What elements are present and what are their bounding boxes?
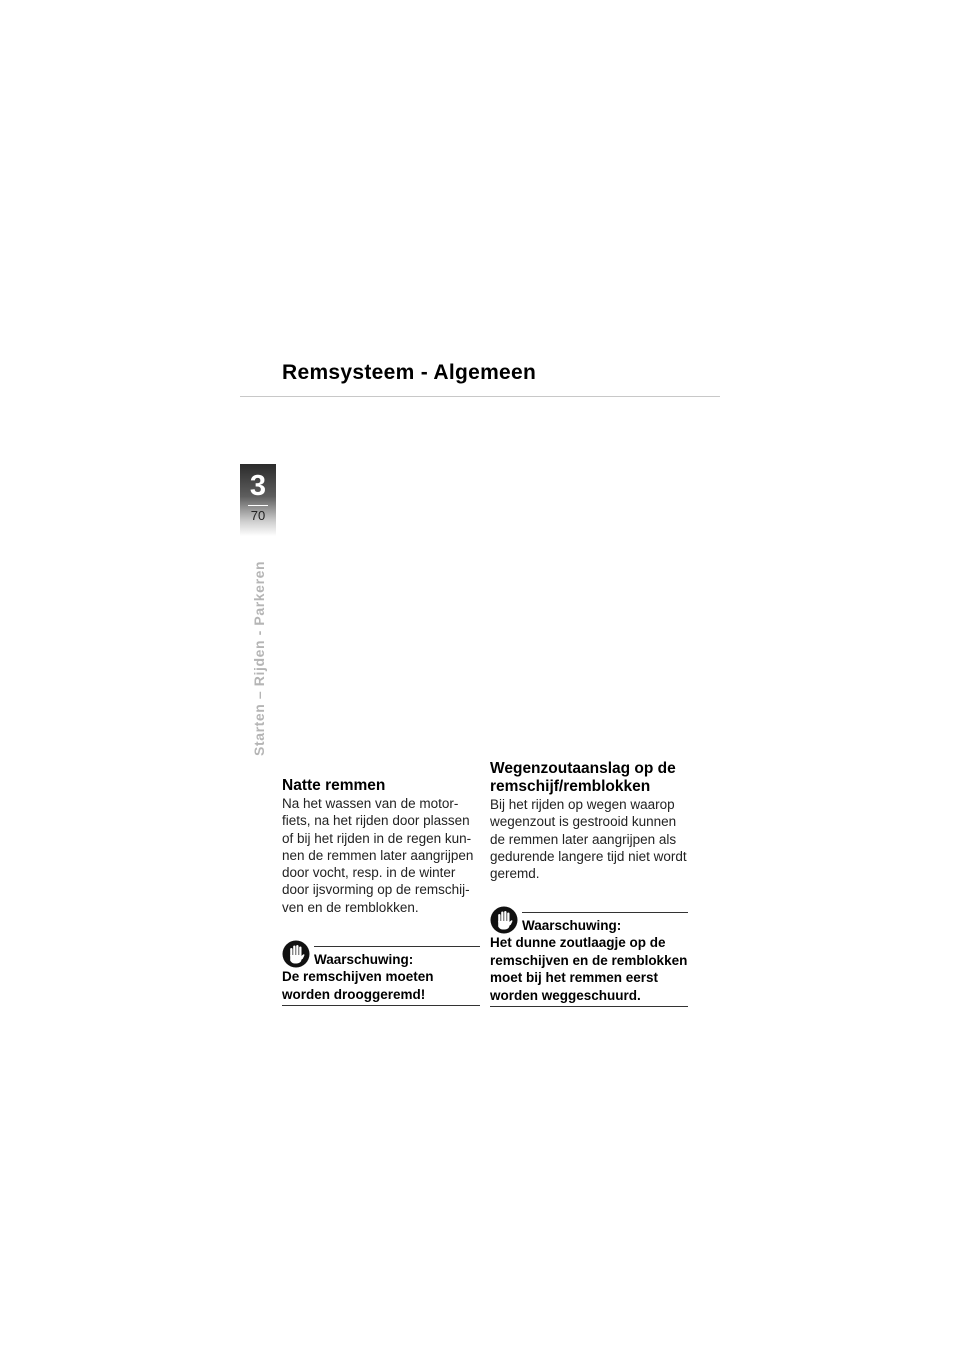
section-body-road-salt: Bij het rijden op wegen waarop wegenzout is gestrooid kunnen de remmen later aangrijpen als gedurende langere tijd niet wordt geremd. (490, 797, 687, 882)
warning-box (282, 938, 480, 1006)
section-heading-wet-brakes: Natte remmen (282, 777, 386, 794)
page-number: 70 (250, 508, 266, 523)
right-column (490, 760, 690, 1007)
warning-top-rule (314, 946, 480, 947)
warning-label: Waarschuwing: (314, 952, 414, 968)
chapter-divider (248, 505, 268, 506)
left-column (282, 777, 482, 1006)
stop-hand-icon (490, 906, 518, 934)
section-side-label: Starten – Rijden - Parkeren (251, 560, 267, 756)
title-divider (240, 396, 720, 397)
warning-label: Waarschuwing: (522, 918, 622, 934)
warning-text: De remschijven moeten worden drooggeremd! (282, 968, 480, 1006)
warning-box (490, 904, 688, 1007)
stop-hand-icon (282, 940, 310, 968)
section-heading-road-salt: Wegenzoutaanslag op de remschijf/remblokken (490, 760, 676, 795)
warning-text: Het dunne zoutlaagje op de remschijven en de remblokken moet bij het remmen eerst worden weggeschuurd. (490, 934, 688, 1007)
warning-top-rule (522, 912, 688, 913)
chapter-tab (240, 464, 276, 536)
section-body-wet-brakes: Na het wassen van de motorfiets, na het rijden door plassen of bij het rijden in de regen kunnen de remmen later aangrijpen door vocht, resp. in de winter door ijsvorming op de remschijven en de remblokken. (282, 796, 474, 915)
page-title: Remsysteem - Algemeen (282, 361, 537, 384)
chapter-number: 3 (249, 470, 267, 502)
